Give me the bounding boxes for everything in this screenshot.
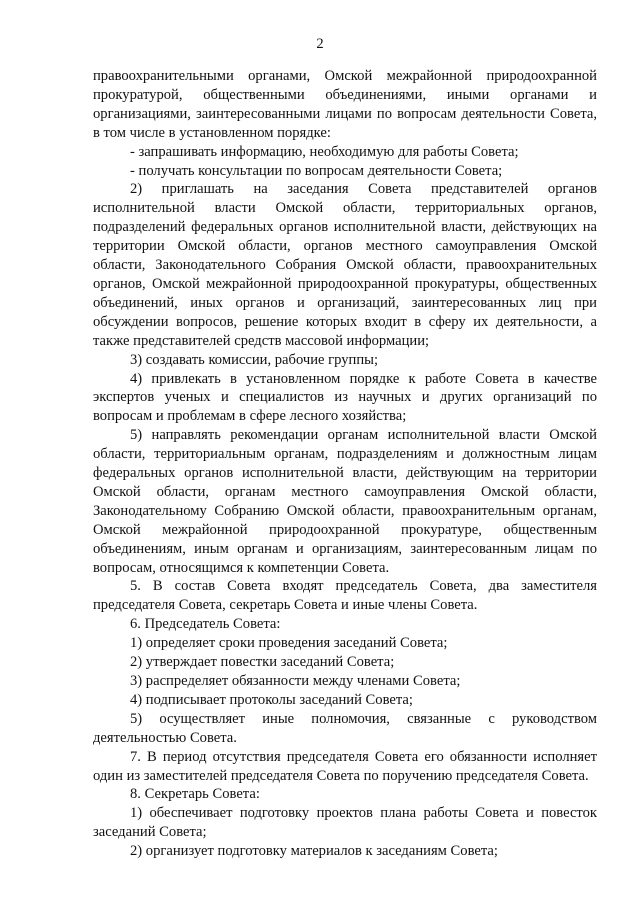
paragraph: - получать консультации по вопросам деятельности Совета; — [130, 162, 503, 179]
paragraph: 3) распределяет обязанности между членами Совета; — [130, 673, 461, 689]
paragraph: 2) приглашать на заседания Совета представителей органов исполнительной власти Омской области, территориальных органов, подразделений федеральных органов исполнительной власти, действующих на территории Омской области, органов местного самоуправления Омской области, Законодательного Собрания Омской области, правоохранительных органов, Омской межрайонной природоохранной прокуратуры, общественных объединений, иных органов и организаций, заинтересованных лиц при обсуждении вопросов, решение которых входит в сферу их деятельности, а также представителей средств массовой информации; — [93, 181, 597, 349]
paragraph: 5) направлять рекомендации органам исполнительной власти Омской области, территориальным органам, подразделениям и должностным лицам федеральных органов исполнительной власти, действующим на территории Омской области, органам местного самоуправления Омской области, Законодательному Собранию Омской области, правоохранительным органам, Омской межрайонной природоохранной прокуратуре, общественным объединениям, иным органам и организациям, заинтересованным лицам по вопросам, относящимся к компетенции Совета. — [93, 427, 597, 576]
paragraph: 3) создавать комиссии, рабочие группы; — [130, 351, 379, 368]
paragraph: 5. В состав Совета входят председатель Совета, два заместителя председателя Совета, секретарь Совета и иные члены Совета. — [93, 578, 597, 614]
paragraph: 2) утверждает повестки заседаний Совета; — [130, 654, 395, 671]
paragraph: - запрашивать информацию, необходимую для работы Совета; — [130, 143, 519, 160]
paragraph: 2) организует подготовку материалов к заседаниям Совета; — [130, 843, 498, 860]
paragraph: правоохранительными органами, Омской межрайонной природоохранной прокуратурой, общественными объединениями, иными органами и организациями, заинтересованными лицами по вопросам деятельности Совета, в том числе в установленном порядке: — [93, 68, 597, 141]
document-body — [93, 67, 597, 861]
paragraph: 1) определяет сроки проведения заседаний Совета; — [130, 635, 448, 652]
page-number: 2 — [316, 36, 324, 52]
paragraph: 5) осуществляет иные полномочия, связанные с руководством деятельностью Совета. — [93, 710, 597, 746]
paragraph: 1) обеспечивает подготовку проектов плана работы Совета и повесток заседаний Совета; — [93, 805, 597, 841]
paragraph: 8. Секретарь Совета: — [130, 786, 260, 803]
paragraph: 6. Председатель Совета: — [130, 616, 281, 633]
paragraph: 4) привлекать в установленном порядке к работе Совета в качестве экспертов ученых и специалистов из научных и других организаций по вопросам и проблемам в сфере лесного хозяйства; — [93, 370, 597, 425]
paragraph: 7. В период отсутствия председателя Совета его обязанности исполняет один из заместителей председателя Совета по поручению председателя Совета. — [93, 748, 597, 784]
paragraph: 4) подписывает протоколы заседаний Совета; — [130, 691, 413, 708]
